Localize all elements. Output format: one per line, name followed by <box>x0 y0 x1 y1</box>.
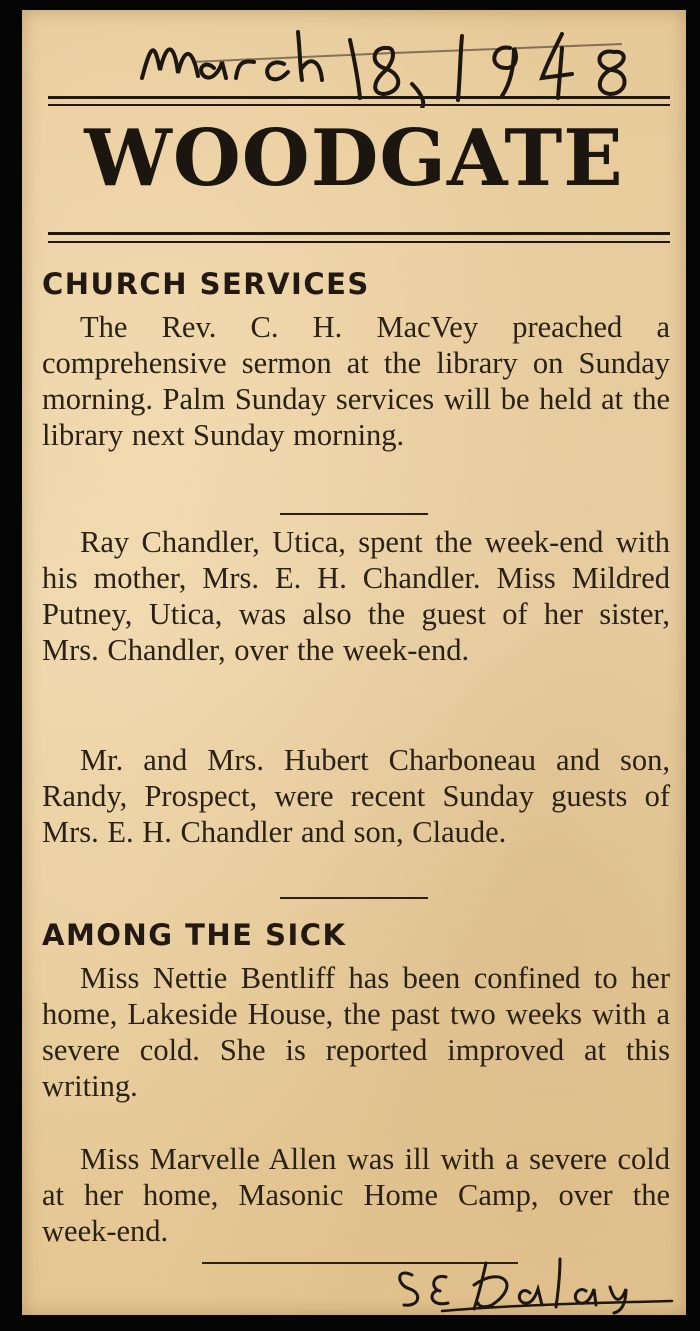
paragraph-church-services: The Rev. C. H. MacVey preached a comprehensive sermon at the library on Sunday morning. Palm Sunday services will be held at the library next Sunday morning. <box>42 310 670 452</box>
paragraph-marvelle-allen: Miss Marvelle Allen was ill with a severe cold at her home, Masonic Home Camp, over the week-end. <box>42 1142 670 1248</box>
top-rule-secondary <box>48 104 670 106</box>
section-divider <box>280 897 428 899</box>
paragraph-ray-chandler: Ray Chandler, Utica, spent the week-end with his mother, Mrs. E. H. Chandler. Miss Mildred Putney, Utica, was also the guest of her sister, Mrs. Chandler, over the week-end. <box>42 525 670 667</box>
paragraph-nettie-bentliff: Miss Nettie Bentliff has been confined to her home, Lakeside House, the past two weeks with a severe cold. She is reported improved at this writing. <box>42 961 670 1103</box>
headline-rule <box>48 232 670 235</box>
headline: WOODGATE <box>84 113 624 204</box>
section-heading-church-services: CHURCH SERVICES <box>42 267 370 301</box>
section-heading-among-the-sick: AMONG THE SICK <box>42 918 347 952</box>
paragraph-charboneau: Mr. and Mrs. Hubert Charboneau and son, Randy, Prospect, were recent Sunday guests of Mrs. E. H. Chandler and son, Claude. <box>42 743 670 849</box>
handwritten-date <box>122 18 642 108</box>
headline-rule-secondary <box>48 241 670 243</box>
newspaper-clipping <box>22 10 686 1315</box>
handwritten-signature <box>382 1245 682 1315</box>
section-divider <box>280 513 428 515</box>
top-rule <box>48 96 670 99</box>
